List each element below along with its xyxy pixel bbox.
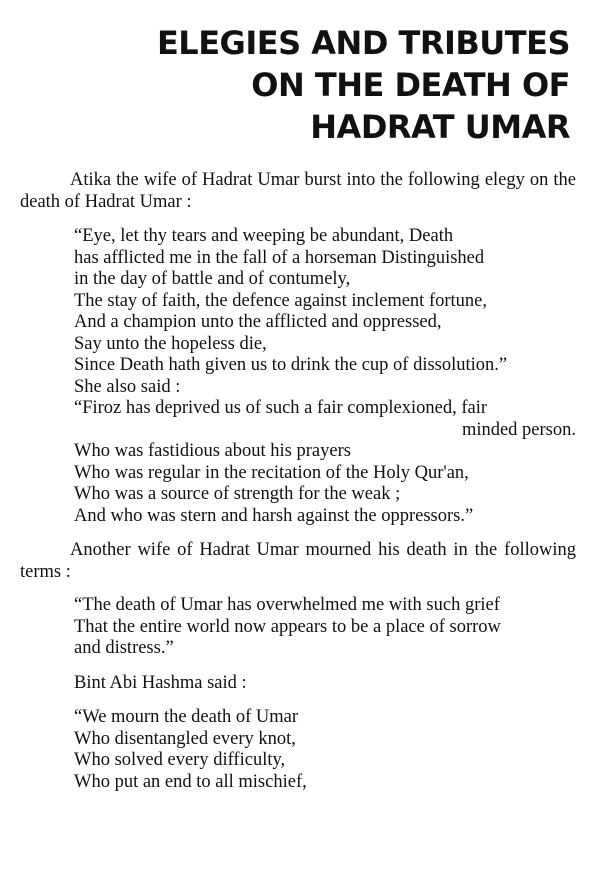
chapter-title (50, 22, 570, 148)
elegy-another-wife (74, 595, 576, 660)
title-line-3: HADRAT UMAR (310, 108, 570, 146)
verse-line: Who disentangled every knot, (74, 728, 296, 749)
verse-line: The stay of faith, the defence against inclement fortune, (74, 290, 487, 311)
elegy-atika (74, 226, 576, 527)
verse-line: “The death of Umar has overwhelmed me with such grief (74, 595, 500, 615)
paragraph-bint-abi-hashma: Bint Abi Hashma said : (74, 672, 247, 693)
verse-line: Say unto the hopeless die, (74, 333, 267, 354)
verse-line: “We mourn the death of Umar (74, 707, 299, 727)
verse-line: That the entire world now appears to be a place of sorrow (74, 616, 501, 637)
verse-line: Who was a source of strength for the weak ; (74, 484, 401, 504)
verse-line: She also said : (74, 376, 181, 397)
verse-line: in the day of battle and of contumely, (74, 269, 351, 289)
verse-line: Who solved every difficulty, (74, 750, 286, 770)
chapter-body (20, 170, 576, 806)
verse-line-continuation: minded person. (461, 419, 576, 440)
verse-line: Who was regular in the recitation of the Holy Qur'an, (74, 462, 469, 483)
verse-line: “Eye, let thy tears and weeping be abundant, Death (74, 226, 454, 246)
verse-line: Since Death hath given us to drink the cup of dissolution.” (74, 355, 508, 375)
title-line-2: ON THE DEATH OF (251, 66, 570, 104)
verse-line: Who put an end to all mischief, (74, 771, 307, 792)
verse-line: and distress.” (74, 638, 174, 658)
verse-line: Who was fastidious about his prayers (74, 441, 351, 461)
verse-line: And a champion unto the afflicted and oppressed, (74, 312, 442, 332)
verse-line: has afflicted me in the fall of a horseman Distinguished (74, 247, 485, 268)
paragraph-atika-intro: Atika the wife of Hadrat Umar burst into the following elegy on the death of Hadrat Umar : (20, 170, 576, 212)
elegy-bint-abi-hashma (74, 707, 576, 793)
paragraph-another-wife: Another wife of Hadrat Umar mourned his death in the following terms : (20, 540, 576, 582)
title-line-1: ELEGIES AND TRIBUTES (156, 24, 570, 62)
verse-line: “Firoz has deprived us of such a fair complexioned, fair (74, 398, 488, 418)
verse-line: And who was stern and harsh against the oppressors.” (74, 505, 474, 526)
